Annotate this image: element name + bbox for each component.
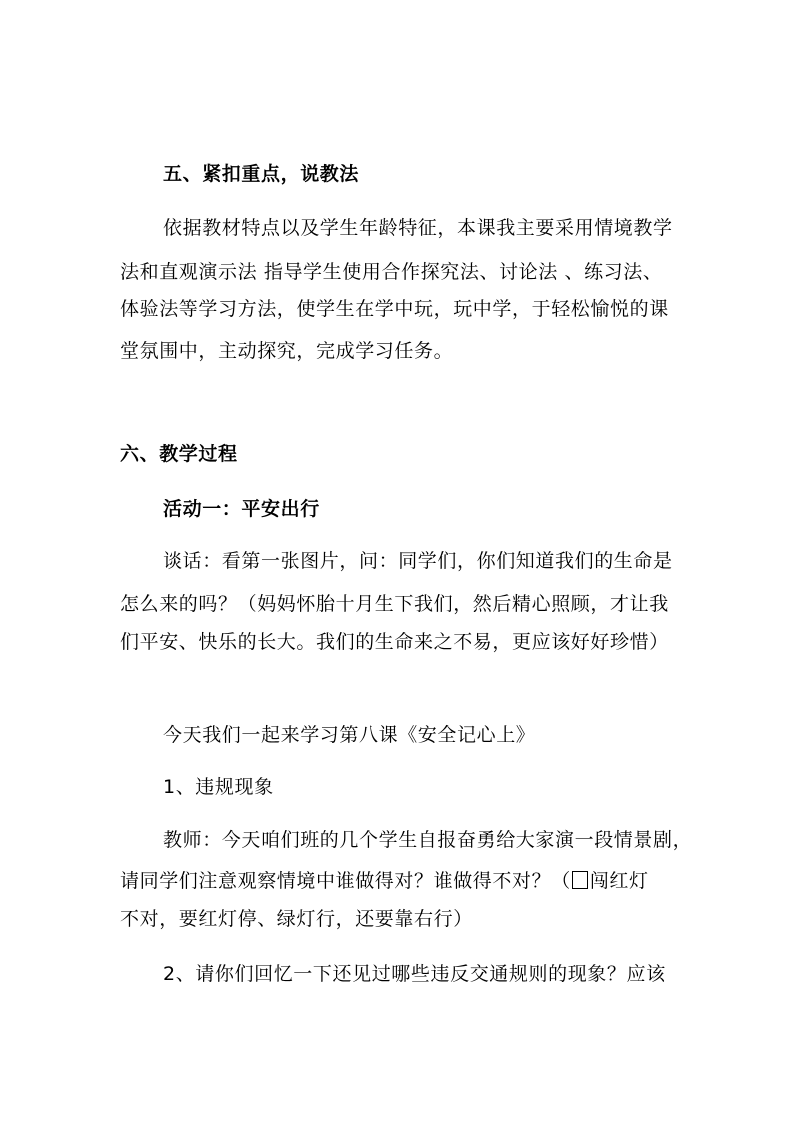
lesson-intro: 今天我们一起来学习第八课《安全记心上》 [163,724,536,746]
item-1-title: 1、违规现象 [163,776,274,798]
talk-line-3: 们平安、快乐的长大。我们的生命来之不易，更应该好好珍惜） [120,631,669,653]
section-6-heading: 六、教学过程 [120,443,238,465]
item-1-text-line-3: 不对，要红灯停、绿灯行，还要靠右行） [120,908,473,930]
item-1-text-line-2-after: 闯红灯 [589,870,649,892]
item-1-text-line-1: 教师：今天咱们班的几个学生自报奋勇给大家演一段情景剧， [163,829,693,851]
item-1-text-line-2-before: 请同学们注意观察情境中谁做得对？谁做得不对？（ [120,870,571,892]
section-5-paragraph-line-3: 体验法等学习方法，使学生在学中玩，玩中学，于轻松愉悦的课 [120,298,669,320]
section-5-paragraph-line-1: 依据教材特点以及学生年龄特征，本课我主要采用情境教学 [163,217,673,239]
section-5-heading: 五、紧扣重点，说教法 [163,163,360,185]
section-5-paragraph-line-4: 堂氛围中，主动探究，完成学习任务。 [120,340,454,362]
empty-box-icon [572,871,588,889]
activity-1-heading: 活动一：平安出行 [163,498,320,520]
item-1-text-line-2 [120,869,649,893]
section-5-paragraph-line-2: 法和直观演示法 指导学生使用合作探究法、讨论法 、练习法、 [120,261,663,283]
talk-line-1: 谈话：看第一张图片，问：同学们，你们知道我们的生命是 [163,550,673,572]
talk-line-2: 怎么来的吗？（妈妈怀胎十月生下我们，然后精心照顾，才让我 [120,593,669,615]
item-2-text-line-1: 2、请你们回忆一下还见过哪些违反交通规则的现象？应该 [163,963,666,985]
